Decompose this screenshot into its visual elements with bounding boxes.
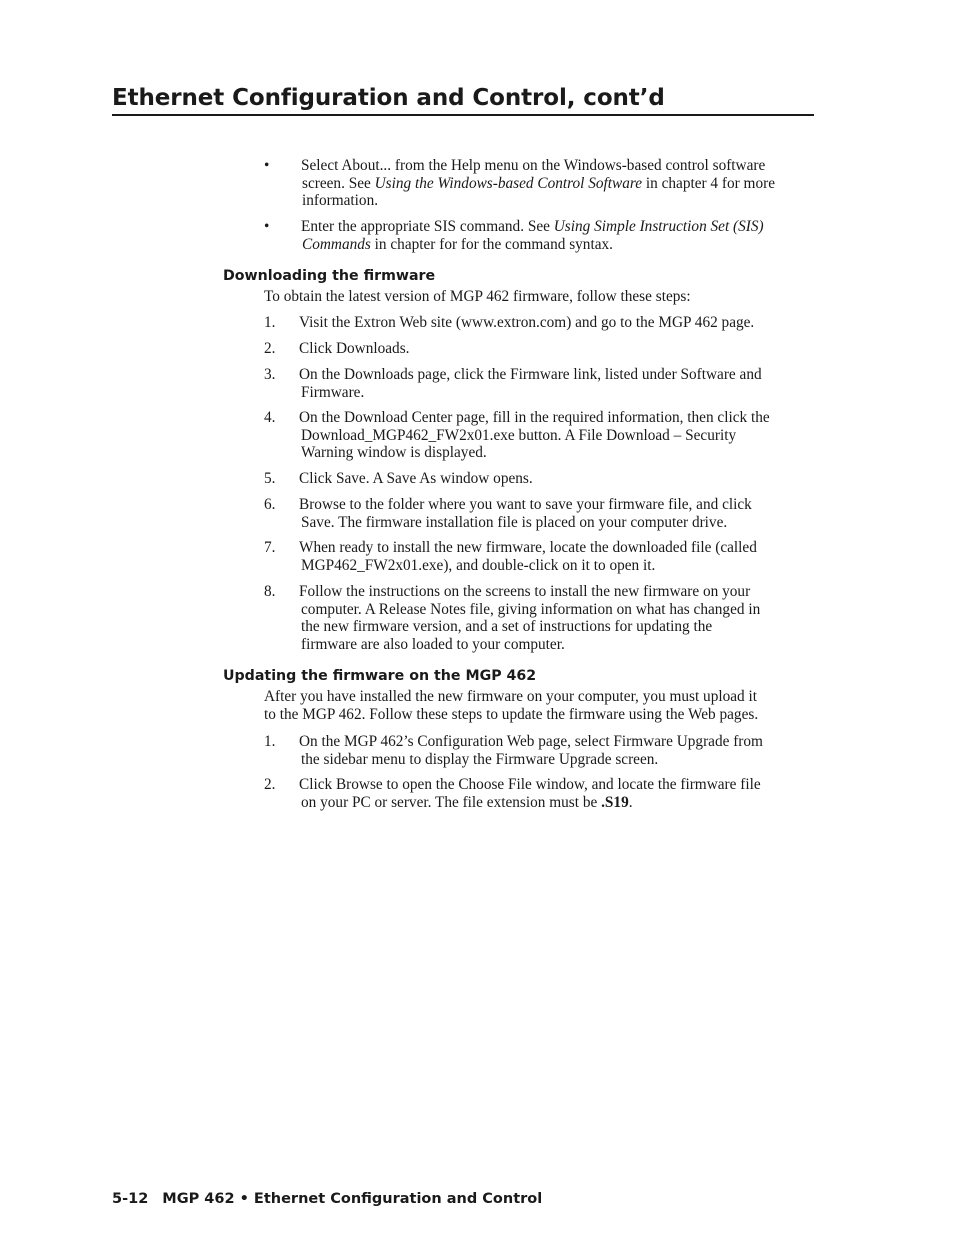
list-item: 1. Visit the Extron Web site (www.extron.com) and go to the MGP 462 page. bbox=[264, 314, 755, 331]
list-item: 1. On the MGP 462’s Configuration Web page, select Firmware Upgrade from the sidebar menu to display the Firmware Upgrade screen. bbox=[264, 733, 763, 768]
list-item: 3. On the Downloads page, click the Firmware link, listed under Software and Firmware. bbox=[264, 366, 762, 401]
section-heading-updating: Updating the firmware on the MGP 462 bbox=[223, 668, 537, 684]
bullet-mark: • bbox=[264, 218, 270, 235]
list-item: 4. On the Download Center page, fill in the required information, then click the Download_MGP462_FW2x01.exe button. A File Download – Security Warning window is displayed. bbox=[264, 409, 770, 462]
list-item: 6. Browse to the folder where you want to save your firmware file, and click Save. The firmware installation file is placed on your computer drive. bbox=[264, 496, 752, 531]
section-heading-downloading: Downloading the firmware bbox=[223, 268, 436, 284]
list-item: 5. Click Save. A Save As window opens. bbox=[264, 470, 533, 487]
list-item: 8. Follow the instructions on the screens to install the new firmware on your computer. A Release Notes file, giving information on what has changed in the new firmware version, and a set of instructions for updating the firmware are also loaded to your computer. bbox=[264, 583, 761, 653]
updating-intro: After you have installed the new firmware on your computer, you must upload it to the MGP 462. Follow these steps to update the firmware using the Web pages. bbox=[264, 688, 759, 723]
bullet-item bbox=[264, 157, 804, 210]
list-item: 2. Click Downloads. bbox=[264, 340, 410, 357]
page-footer bbox=[112, 1191, 542, 1207]
bullet-item bbox=[264, 218, 804, 253]
page-title: Ethernet Configuration and Control, cont’d bbox=[112, 85, 665, 111]
list-item: 2. Click Browse to open the Choose File window, and locate the firmware file on your PC or server. The file extension must be .S19. bbox=[264, 776, 761, 811]
bullet-mark: • bbox=[264, 157, 270, 174]
title-rule bbox=[112, 114, 814, 116]
bullet-text: Enter the appropriate SIS command. See Using Simple Instruction Set (SIS) Commands in chapter for for the command syntax. bbox=[301, 218, 764, 253]
bullet-text: Select About... from the Help menu on the Windows-based control software screen. See Using the Windows-based Control Software in chapter 4 for more information. bbox=[301, 157, 775, 210]
page-number: 5-12 bbox=[112, 1191, 149, 1207]
footer-text: MGP 462 • Ethernet Configuration and Control bbox=[162, 1191, 543, 1207]
downloading-intro: To obtain the latest version of MGP 462 firmware, follow these steps: bbox=[264, 288, 691, 305]
list-item: 7. When ready to install the new firmware, locate the downloaded file (called MGP462_FW2x01.exe), and double-click on it to open it. bbox=[264, 539, 757, 574]
